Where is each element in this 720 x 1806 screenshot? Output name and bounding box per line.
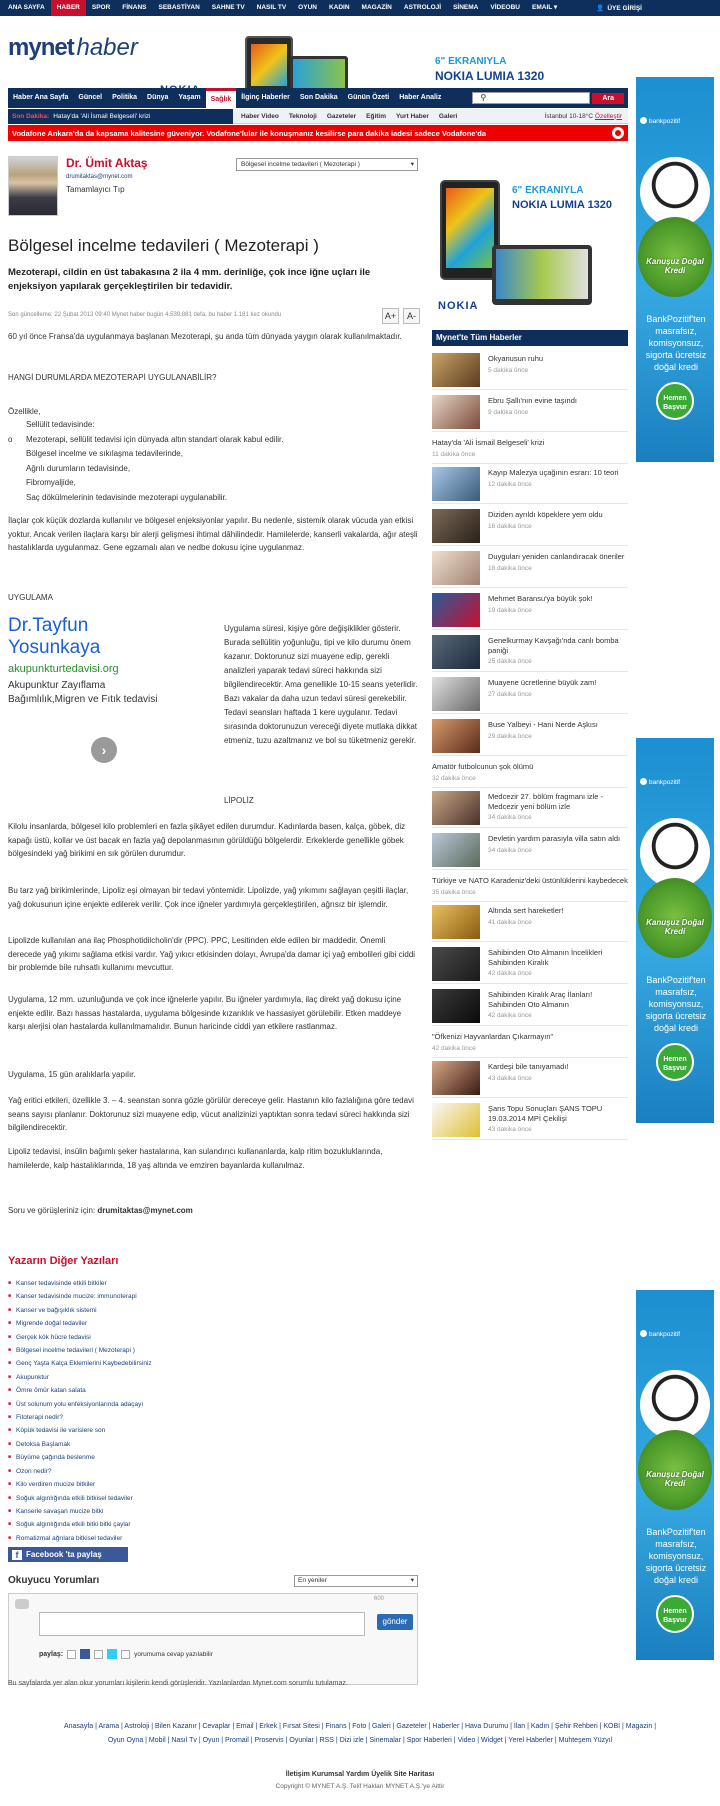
paragraph-2: İlaçlar çok küçük dozlarda kullanılır ve bölgesel enjeksiyonlar yapılır. Bu nedenle, sistemik olarak vücuda yan etkisi yoktur. Ancak verilen ilaçlara karşı bir alerji gelişmesi ihtimal dâhilindedir. Hamilelerde, kanserli vakalarda, ağır ateşli hastalıklarda uygulanmaz. Gene egzamalı alan ve nedbe dokusu içine uygulanmaz. <box>8 516 418 552</box>
header <box>0 16 720 83</box>
news-item[interactable] <box>432 788 628 828</box>
news-text <box>432 438 628 459</box>
news-time: 42 dakika önce <box>488 970 532 977</box>
twitter-icon <box>107 1649 117 1659</box>
news-item[interactable] <box>432 350 628 390</box>
author-email[interactable]: drumitaktas@mynet.com <box>66 174 133 180</box>
search-form <box>472 92 624 104</box>
news-text <box>488 510 628 531</box>
news-item[interactable] <box>432 902 628 942</box>
top-nav-item[interactable]: FİNANS <box>122 4 147 11</box>
news-thumbnail[interactable] <box>432 353 480 387</box>
news-item[interactable] <box>432 590 628 630</box>
section-heading-3: UYGULAMA <box>8 593 53 602</box>
apply-now-button[interactable]: Hemen Başvur <box>656 1043 694 1081</box>
apply-now-button[interactable]: Hemen Başvur <box>656 382 694 420</box>
top-nav-item[interactable]: KADIN <box>328 4 350 11</box>
other-writing-link[interactable]: ■ Genç Yaşta Kalça Eklemlerini Kaybedebilirsiniz <box>8 1357 418 1370</box>
vodafone-logo-icon <box>612 127 624 139</box>
main-nav-item[interactable]: Haber Analiz <box>399 94 442 101</box>
facebook-share-label: Facebook 'ta paylaş <box>26 1550 102 1559</box>
search-input[interactable] <box>472 92 590 104</box>
news-time: 43 dakika önce <box>488 1074 532 1082</box>
logo-brand: mynet <box>8 34 74 61</box>
sub-nav-item[interactable]: Galeri <box>438 112 458 120</box>
main-navigation <box>8 88 628 108</box>
news-time: 19 dakika önce <box>488 606 532 614</box>
news-title[interactable]: Sahibinden Oto Almanın İncelikleri Sahibinden Kiralık <box>488 948 603 967</box>
news-time: 25 dakika önce <box>488 658 532 665</box>
bank-logo: bankpozitif <box>640 117 680 125</box>
paragraph-9: Lipoliz tedavisi, insülin bağımlı şeker hastalarına, kan sulandırıcı kullananlarda, kalp ritim bozukluklarında, hamilelerde, kalp hastalıklarında, 18 yaş altında ve emziren bayanlarda kullanılmaz. <box>8 1147 383 1170</box>
news-time: 18 dakika önce <box>488 564 532 572</box>
sub-nav-item[interactable]: Yurt Haber <box>396 112 429 120</box>
news-text <box>488 834 628 855</box>
news-time: 35 dakika önce <box>432 888 476 896</box>
vodafone-banner[interactable] <box>8 125 628 141</box>
comments-sort-select[interactable]: En yeniler ▾ <box>294 1575 418 1587</box>
sub-nav-item[interactable]: Eğitim <box>366 112 387 120</box>
news-thumbnail[interactable] <box>432 719 480 753</box>
share-options <box>39 1649 213 1659</box>
paragraph-7: Uygulama, 12 mm. uzunluğunda ve çok ince iğnelerle yapılır. Bu iğneler yardımıyla, ilaç direkt yağ dokusu içine enjekte edilir. Bazı hassas hastalarda, uygulama bölgesinde kızarıklık ve hassasiyet görülebilir. Etken maddeye karşı alerjisi olan hastalarda kullanılmamalıdır. Bunun haricinde ciddi yan etkilere rastlanmaz. <box>8 995 402 1031</box>
comments-section <box>8 1575 418 1658</box>
sidebar-ad-line-1: 6" EKRANIYLA <box>512 185 584 196</box>
main-nav-item[interactable]: Yaşam <box>178 94 201 101</box>
news-thumbnail[interactable] <box>432 509 480 543</box>
paragraph-6: Lipolizde kullanılan ana ilaç Phosphotidilcholin'dir (PPC). PPC, Lesitinden elde edilen bir maddedir. Önemli derecede yağ yıkımı sağlama etkisi vardır. Yağ yıkıcı etkisinden dolayı, Avrupa'da damar içi yağ embolileri gibi ciddi bir problemde bile ruhsatlı kullanımı mevcuttur. <box>8 936 416 972</box>
login-label: ÜYE GİRİŞİ <box>607 4 642 12</box>
facebook-icon <box>80 1649 90 1659</box>
main-nav-item[interactable]: Dünya <box>147 94 169 101</box>
reply-allowed-checkbox[interactable] <box>121 1650 130 1659</box>
other-writing-link[interactable]: ■ Ozon nedir? <box>8 1465 418 1478</box>
news-item[interactable] <box>432 944 628 984</box>
other-writings-title: Yazarın Diğer Yazıları <box>8 1255 119 1267</box>
comment-textarea[interactable] <box>39 1612 365 1636</box>
sub-nav-item[interactable]: Teknoloji <box>288 112 317 120</box>
news-title[interactable]: Diziden ayrıldı köpeklere yem oldu <box>488 510 603 519</box>
ad-name-2: Yosunkaya <box>8 637 101 658</box>
facebook-share-button[interactable] <box>8 1547 128 1562</box>
font-increase-button[interactable]: A+ <box>382 308 399 324</box>
main-nav-item[interactable]: Sağlık <box>206 88 237 108</box>
news-title[interactable]: Okyanusun ruhu <box>488 354 544 363</box>
share-label: paylaş: <box>39 1650 64 1658</box>
other-writing-link[interactable]: ■ Bölgesel incelme tedavileri ( Mezoterapi ) <box>8 1344 418 1357</box>
top-nav-item[interactable]: ASTROLOJİ <box>403 4 442 11</box>
news-time: 16 dakika önce <box>488 522 532 530</box>
news-text <box>488 594 628 615</box>
news-item[interactable] <box>432 464 628 504</box>
char-counter: 600 <box>374 1596 385 1602</box>
banner-slogan: Kanuşuz Doğal Kredi <box>646 257 704 275</box>
news-title[interactable]: Devletin yardım parasıyla villa satın aldı <box>488 834 621 843</box>
paragraph-1: 60 yıl önce Fransa'da uygulanmaya başlanan Mezoterapi, şu anda tüm dünyada yaygın olarak kullanılmaktadır. <box>8 332 402 341</box>
top-nav-item[interactable]: VİDEOBU <box>490 4 520 11</box>
news-thumbnail[interactable] <box>432 791 480 825</box>
news-title[interactable]: Muayene ücretlerine büyük zam! <box>488 678 597 687</box>
top-nav-item[interactable]: MAGAZİN <box>361 4 392 11</box>
other-writings <box>8 1255 418 1545</box>
top-nav-item[interactable]: SAHNE TV <box>211 4 245 11</box>
news-text <box>488 1062 628 1083</box>
phone-image <box>245 36 293 94</box>
sub-nav-item[interactable]: Haber Video <box>241 112 279 120</box>
news-title[interactable]: Kardeşi bile tanıyamadı! <box>488 1062 569 1071</box>
ad-desc-1: Akupunktur Zayıflama <box>8 680 106 691</box>
list-item <box>8 476 418 491</box>
inline-text-ad[interactable] <box>8 615 213 765</box>
news-item[interactable] <box>432 632 628 672</box>
top-nav-item[interactable]: SİNEMA <box>453 4 479 11</box>
news-thumbnail[interactable] <box>432 551 480 585</box>
news-thumbnail[interactable] <box>432 593 480 627</box>
top-nav-item[interactable]: HABER <box>51 0 86 16</box>
top-nav-item[interactable]: OYUN <box>298 4 317 11</box>
news-time: 34 dakika önce <box>488 846 532 854</box>
news-text <box>488 636 628 667</box>
other-writing-link[interactable]: ■ Kanser tedavisinde etkili bitkiler <box>8 1277 418 1290</box>
news-title[interactable]: Ebru Şallı'nın evine taşındı <box>488 396 577 405</box>
news-text <box>488 990 628 1021</box>
news-item[interactable] <box>432 392 628 432</box>
news-text <box>488 948 628 979</box>
news-item[interactable] <box>432 1058 628 1098</box>
news-item[interactable] <box>432 830 628 870</box>
customize-link[interactable]: Özelleştir <box>594 112 622 120</box>
search-icon: ⚲ <box>480 93 487 102</box>
phone-image-2 <box>290 56 348 92</box>
top-banner-ad[interactable] <box>160 36 560 96</box>
news-time: 29 dakika önce <box>488 732 532 740</box>
font-size-controls <box>382 308 420 324</box>
news-item[interactable] <box>432 758 628 788</box>
banner-text: BankPozitif'ten masrafsız, komisyonsuz, sigorta ücretsiz doğal kredi <box>645 975 707 1033</box>
news-text <box>488 354 628 375</box>
news-thumbnail[interactable] <box>432 905 480 939</box>
other-writing-link[interactable]: ■ Gerçek kök hücre tedavisi <box>8 1331 418 1344</box>
list-text: Mezoterapi, sellülit tedavisi için dünyada altın standart olarak kabul edilir. <box>26 434 284 444</box>
article-title: Bölgesel incelme tedavileri ( Mezoterapi ) <box>8 236 319 255</box>
other-writing-link[interactable]: ■ Kilo verdiren mucize bitkiler <box>8 1478 418 1491</box>
news-time: 42 dakika önce <box>488 1012 532 1019</box>
share-twitter-checkbox[interactable] <box>94 1650 103 1659</box>
news-title[interactable]: Medcezir 27. bölüm fragmanı izle - Medcezir yeni bölüm izle <box>488 792 604 811</box>
breaking-news[interactable] <box>8 109 233 124</box>
news-title[interactable]: Hatay'da 'Ali İsmail Belgeseli' krizi <box>432 438 545 447</box>
weather-widget <box>545 113 622 120</box>
author-box <box>8 150 418 220</box>
banner-text: BankPozitif'ten masrafsız, komisyonsuz, sigorta ücretsiz doğal kredi <box>645 314 707 372</box>
ad-name-1: Dr.Tayfun <box>8 615 89 636</box>
footer-links[interactable]: Anasayfa | Arama | Astroloji | Bilen Kazanır | Cevaplar | Email | Erkek | Fırsat Sitesi | Finans | Foto | Galeri | Gazeteler | Haberler | Hava Durumu | İlan | Kadın | Şehir Rehberi | KOBİ | Magazin | Oyun Oyna | Mobil | Nasıl Tv | Oyun | Promail | Proservis | Oyunlar | RSS | Dizi izle | Sinemalar | Spor Haberleri | Video | Widget | Yerel Haberler | Muhteşem Yüzyıl <box>63 1723 657 1744</box>
news-text <box>488 906 628 927</box>
news-item[interactable] <box>432 434 628 464</box>
section-heading-2: Özellikle, <box>8 407 41 416</box>
sub-nav-item[interactable]: Gazeteler <box>326 112 357 120</box>
list-text: Ağrılı durumların tedavisinde, <box>26 463 131 473</box>
main-nav-item[interactable]: İlginç Haberler <box>241 94 290 101</box>
contact-email[interactable]: drumitaktas@mynet.com <box>97 1206 193 1215</box>
article-meta: Son güncelleme: 22 Şubat 2013 09:40 Mynet haber bugün 4.539.881 defa, bu haber 1.181 kez okundu <box>8 312 282 318</box>
news-time: 32 dakika önce <box>432 774 476 782</box>
reply-allowed-label: yorumuma cevap yazılabilir <box>134 1650 213 1658</box>
news-title[interactable]: Duyguları yeniden canlandıracak öneriler <box>488 552 625 561</box>
list-item <box>8 447 418 462</box>
bank-logo: bankpozitif <box>640 1330 680 1338</box>
ad-desc-2: Bağımlılık,Migren ve Fıtık tedavisi <box>8 694 158 705</box>
bank-banner-ad[interactable] <box>636 738 714 1123</box>
main-nav-item[interactable]: Güncel <box>78 94 103 101</box>
list-text: Sellülit tedavisinde: <box>26 420 95 429</box>
banner-slogan: Kanuşuz Doğal Kredi <box>646 918 704 936</box>
other-writing-link[interactable]: ■ Migrende doğal tedaviler <box>8 1317 418 1330</box>
other-writing-link[interactable]: ■ Soğuk algınlığında etkili bitkisel tedaviler <box>8 1492 418 1505</box>
paragraph-8: Yağ eritici etkileri, özellikle 3. – 4. seanstan sonra gözle görülür dereceye gelir. Hastanın kilo fazlalığına göre tedavi seans sayısı planlanır. Doktorunuz sizi muayene edip, vücut analizinizi yaptıktan sonra tedavi süreci hakkında sizi bilgilendirecektir. <box>8 1096 414 1132</box>
contact-label: Soru ve görüşleriniz için: <box>8 1206 96 1215</box>
news-text <box>432 762 628 783</box>
news-title[interactable]: Mehmet Baransu'ya büyük şok! <box>488 594 593 603</box>
news-text <box>432 876 628 897</box>
facebook-icon: f <box>12 1550 22 1560</box>
section-heading-5: Uygulama, 15 gün aralıklarla yapılır. <box>8 1070 136 1079</box>
news-thumbnail[interactable] <box>432 677 480 711</box>
news-text <box>488 396 628 417</box>
top-nav-item[interactable]: SEBASTİYAN <box>158 4 200 11</box>
list-text: Fibromyaljide, <box>26 478 76 487</box>
main-nav-list <box>8 88 446 108</box>
bank-banner-ad[interactable] <box>636 1290 714 1660</box>
other-writing-link[interactable]: ■ Soğuk algınlığında etkili bitki bitki çaylar <box>8 1518 418 1531</box>
weather-text: İstanbul 10-18°C <box>544 112 594 120</box>
list-text: Saç dökülmelerinin tedavisinde mezoterapi uygulanabilir. <box>26 492 228 502</box>
top-nav-item[interactable]: EMAIL ▾ <box>532 4 558 11</box>
paragraph-5: Bu tarz yağ birikimlerinde, Lipoliz eşi olmayan bir tedavi yöntemidir. Lipolizde, yağ yıkımını sağlayan çeşitli ilaçlar, yağ dokusunun içine enjekte edilerek verilir. Çok ince iğneler yardımıyla gerçekleştirilen, ağrısız bir işlemdir. <box>8 886 409 909</box>
contact-line <box>8 1204 418 1218</box>
login-link[interactable] <box>596 4 642 12</box>
author-role: Tamamlayıcı Tıp <box>66 185 125 194</box>
main-nav-item[interactable]: Politika <box>112 94 138 101</box>
news-time: 34 dakika önce <box>488 814 532 821</box>
news-text <box>488 792 628 823</box>
share-facebook-checkbox[interactable] <box>67 1650 76 1659</box>
list-item <box>8 433 418 448</box>
news-time: 43 dakika önce <box>488 1126 532 1133</box>
comment-form <box>8 1593 418 1685</box>
news-thumbnail[interactable] <box>432 833 480 867</box>
section-heading-4: LİPOLİZ <box>224 796 254 805</box>
top-nav-item[interactable]: ANA SAYFA <box>8 4 45 11</box>
other-writing-link[interactable]: ■ Üst solunum yolu enfeksiyonlarında adaçayı <box>8 1398 418 1411</box>
news-title[interactable]: Kayıp Malezya uçağının esrarı: 10 teori <box>488 468 619 477</box>
apply-now-button[interactable]: Hemen Başvur <box>656 1595 694 1633</box>
news-time: 9 dakika önce <box>488 408 529 416</box>
news-title[interactable]: Altında sert hareketler! <box>488 906 564 915</box>
indication-list <box>8 418 418 505</box>
list-item <box>8 462 418 477</box>
comments-title: Okuyucu Yorumları <box>8 1575 100 1586</box>
bank-banner-ad[interactable] <box>636 77 714 462</box>
footer <box>0 1720 720 1792</box>
banner-text: BankPozitif'ten masrafsız, komisyonsuz, sigorta ücretsiz doğal kredi <box>645 1527 707 1585</box>
news-thumbnail[interactable] <box>432 467 480 501</box>
site-logo[interactable] <box>8 34 138 62</box>
news-text <box>488 720 628 741</box>
other-writing-link[interactable]: ■ Büyüme çağında beslenme <box>8 1451 418 1464</box>
paragraph-3: Uygulama süresi, kişiye göre değişiklikler gösterir. Burada sellülitin yoğunluğu, tipi ve kilo durumu önem kazanır. Doktorunuz sizi muayene edip, gerekli analizleri yaparak tedavi süreci hakkında sizi bilgilendirecektir. Ama genellikle 10-15 seans yeterlidir. Bazı vakalar da daha uzun tedavi süresi gerekebilir. Tedavi seansları haftada 1 kere uygulanır. Tedavi sırasında doktorunuzun vereceği diyete mutlaka dikkat etmeniz, tuzu azaltmanız ve bol su tüketmeniz gerekir. <box>224 624 418 745</box>
sidebar-ad[interactable] <box>432 150 628 320</box>
news-title[interactable]: Türkiye ve NATO Karadeniz'deki üstünlüklerini kaybedecek <box>432 876 628 885</box>
breaking-headline: Hatay'da 'Ali İsmail Belgeseli' krizi <box>53 112 151 120</box>
news-time: 42 dakika önce <box>432 1044 476 1052</box>
author-name[interactable]: Dr. Ümit Aktaş <box>66 156 148 170</box>
news-thumbnail[interactable] <box>432 395 480 429</box>
news-title[interactable]: Genelkurmay Kavşağı'nda canlı bomba paniği <box>488 636 619 655</box>
news-title[interactable]: Amatör futbolcunun şok ölümü <box>432 762 534 771</box>
news-text <box>432 1032 628 1053</box>
news-thumbnail[interactable] <box>432 989 480 1023</box>
author-photo <box>8 156 58 216</box>
top-nav-list <box>2 0 563 16</box>
news-text <box>488 1104 628 1135</box>
news-item[interactable] <box>432 506 628 546</box>
bank-logo: bankpozitif <box>640 778 680 786</box>
news-thumbnail[interactable] <box>432 1103 480 1137</box>
vodafone-text: Vodafone Ankara'da da kapsama kalitesine güveniyor. Vodafone'lular ile konuşmanız kesilirse para dakika iadesi sadece Vodafone'da <box>12 128 487 138</box>
other-writing-link[interactable]: ■ Ömre ömür katan salata <box>8 1384 418 1397</box>
ad-line-2: NOKIA LUMIA 1320 <box>435 69 545 83</box>
list-text: Bölgesel incelme ve sıkılaşma tedavilerinde, <box>26 449 183 458</box>
news-item[interactable] <box>432 716 628 756</box>
phone-image <box>440 180 500 280</box>
ad-arrow-icon[interactable]: › <box>91 737 117 763</box>
top-nav-item[interactable]: NASIL TV <box>256 4 287 11</box>
footer-bottom-links[interactable]: İletişim Kurumsal Yardım Üyelik Site Haritası <box>285 1771 435 1778</box>
news-item[interactable] <box>432 872 628 902</box>
main-nav-item[interactable]: Son Dakika <box>299 94 338 101</box>
top-nav-item[interactable]: SPOR <box>91 4 111 11</box>
news-time: 12 dakika önce <box>488 480 532 488</box>
ad-url: akupunkturtedavisi.org <box>8 663 119 675</box>
news-item[interactable] <box>432 986 628 1026</box>
news-text <box>488 678 628 699</box>
sidebar-news-header: Mynet'te Tüm Haberler <box>432 330 628 346</box>
news-title[interactable]: Buse Yalbeyi - Hani Nerde Aşkısı <box>488 720 598 729</box>
ad-line-1: 6" EKRANIYLA <box>435 56 507 67</box>
other-writings-list <box>8 1277 418 1545</box>
breaking-label: Son Dakika: <box>12 112 50 120</box>
news-time: 41 dakika önce <box>488 918 532 926</box>
other-writing-link[interactable]: ■ Akupunktur <box>8 1371 418 1384</box>
list-marker: o <box>8 434 13 444</box>
user-icon: 👤 <box>596 5 605 12</box>
other-writing-link[interactable]: ■ Köpük tedavisi ile varislere son <box>8 1424 418 1437</box>
news-item[interactable] <box>432 674 628 714</box>
news-time: 27 dakika önce <box>488 690 532 698</box>
news-thumbnail[interactable] <box>432 947 480 981</box>
list-item <box>8 418 418 433</box>
other-writing-link[interactable]: ■ Kanser tedavisinde mucize: immunoterapi <box>8 1290 418 1303</box>
font-decrease-button[interactable]: A- <box>403 308 420 324</box>
main-nav-item[interactable]: Haber Ana Sayfa <box>13 94 69 101</box>
banner-slogan: Kanuşuz Doğal Kredi <box>646 1470 704 1488</box>
news-title[interactable]: "Öfkenizi Hayvanlardan Çıkarmayın" <box>432 1032 554 1041</box>
paragraph-4: Kilolu insanlarda, bölgesel kilo problemleri en fazla şikâyet edilen durumdur. Kadınlarda basen, kalça, göbek, diz kapağı üstü, kollar ve üst bacak en fazla yağ depolanmasının görüldüğü bölgelerdir. Erkeklerde genellikle göbek bölgesindeki yağ birikimi en sık görülen durumdur. <box>8 822 406 858</box>
news-text <box>488 552 628 573</box>
news-title[interactable]: Sahibinden Kiralık Araç İlanları! Sahibinden Oto Almanın <box>488 990 593 1009</box>
search-button[interactable]: Ara <box>592 93 624 104</box>
other-writing-link[interactable]: ■ Kanser ve bağışıklık sistemi <box>8 1304 418 1317</box>
news-text <box>488 468 628 489</box>
news-title[interactable]: Şans Topu Sonuçları ŞANS TOPU 19.03.2014 MPİ Çekilişi <box>488 1104 603 1123</box>
news-item[interactable] <box>432 1100 628 1140</box>
logo-section: haber <box>76 34 138 61</box>
news-item[interactable] <box>432 548 628 588</box>
news-time: 11 dakika önce <box>432 450 476 458</box>
news-time: 5 dakika önce <box>488 366 529 374</box>
top-navigation <box>0 0 720 16</box>
main-nav-item[interactable]: Günün Özeti <box>347 94 390 101</box>
other-writing-link[interactable]: ■ Fitoterapi nedir? <box>8 1411 418 1424</box>
news-thumbnail[interactable] <box>432 635 480 669</box>
copyright: Copyright © MYNET A.Ş. Telif Hakları MYNET A.Ş.'ye Aittir <box>275 1783 445 1790</box>
send-comment-button[interactable]: gönder <box>377 1614 413 1630</box>
list-item <box>8 491 418 506</box>
news-thumbnail[interactable] <box>432 1061 480 1095</box>
article-select[interactable]: Bölgesel incelme tedavileri ( Mezoterapi ) ▾ <box>236 158 418 171</box>
sidebar-ad-brand: NOKIA <box>438 300 479 312</box>
news-item[interactable] <box>432 1028 628 1058</box>
comments-disclaimer: Bu sayfalarda yer alan okur yorumları kişilerin kendi görüşleridir. Yazılanlardan Mynet.com sorumlu tutulamaz. <box>8 1680 348 1687</box>
section-heading-1: HANGİ DURUMLARDA MEZOTERAPİ UYGULANABİLİR? <box>8 373 217 382</box>
sub-navigation <box>8 109 628 124</box>
phone-image-2 <box>492 245 592 305</box>
article-lead: Mezoterapi, cildin en üst tabakasına 2 ila 4 mm. derinliğe, çok ince iğne uçları ile enjeksiyon yapılarak gerçekleştirilen bir tedavidir. <box>8 267 371 292</box>
sub-nav-list <box>241 113 457 120</box>
other-writing-link[interactable]: ■ Kanserle savaşan mucize bitki <box>8 1505 418 1518</box>
other-writing-link[interactable]: ■ Detoksa Başlamak <box>8 1438 418 1451</box>
sidebar-ad-line-2: NOKIA LUMIA 1320 <box>512 199 613 211</box>
other-writing-link[interactable]: ■ Romatizmal ağrılara bitkisel tedaviler <box>8 1532 418 1545</box>
comment-bubble-icon <box>15 1599 29 1609</box>
